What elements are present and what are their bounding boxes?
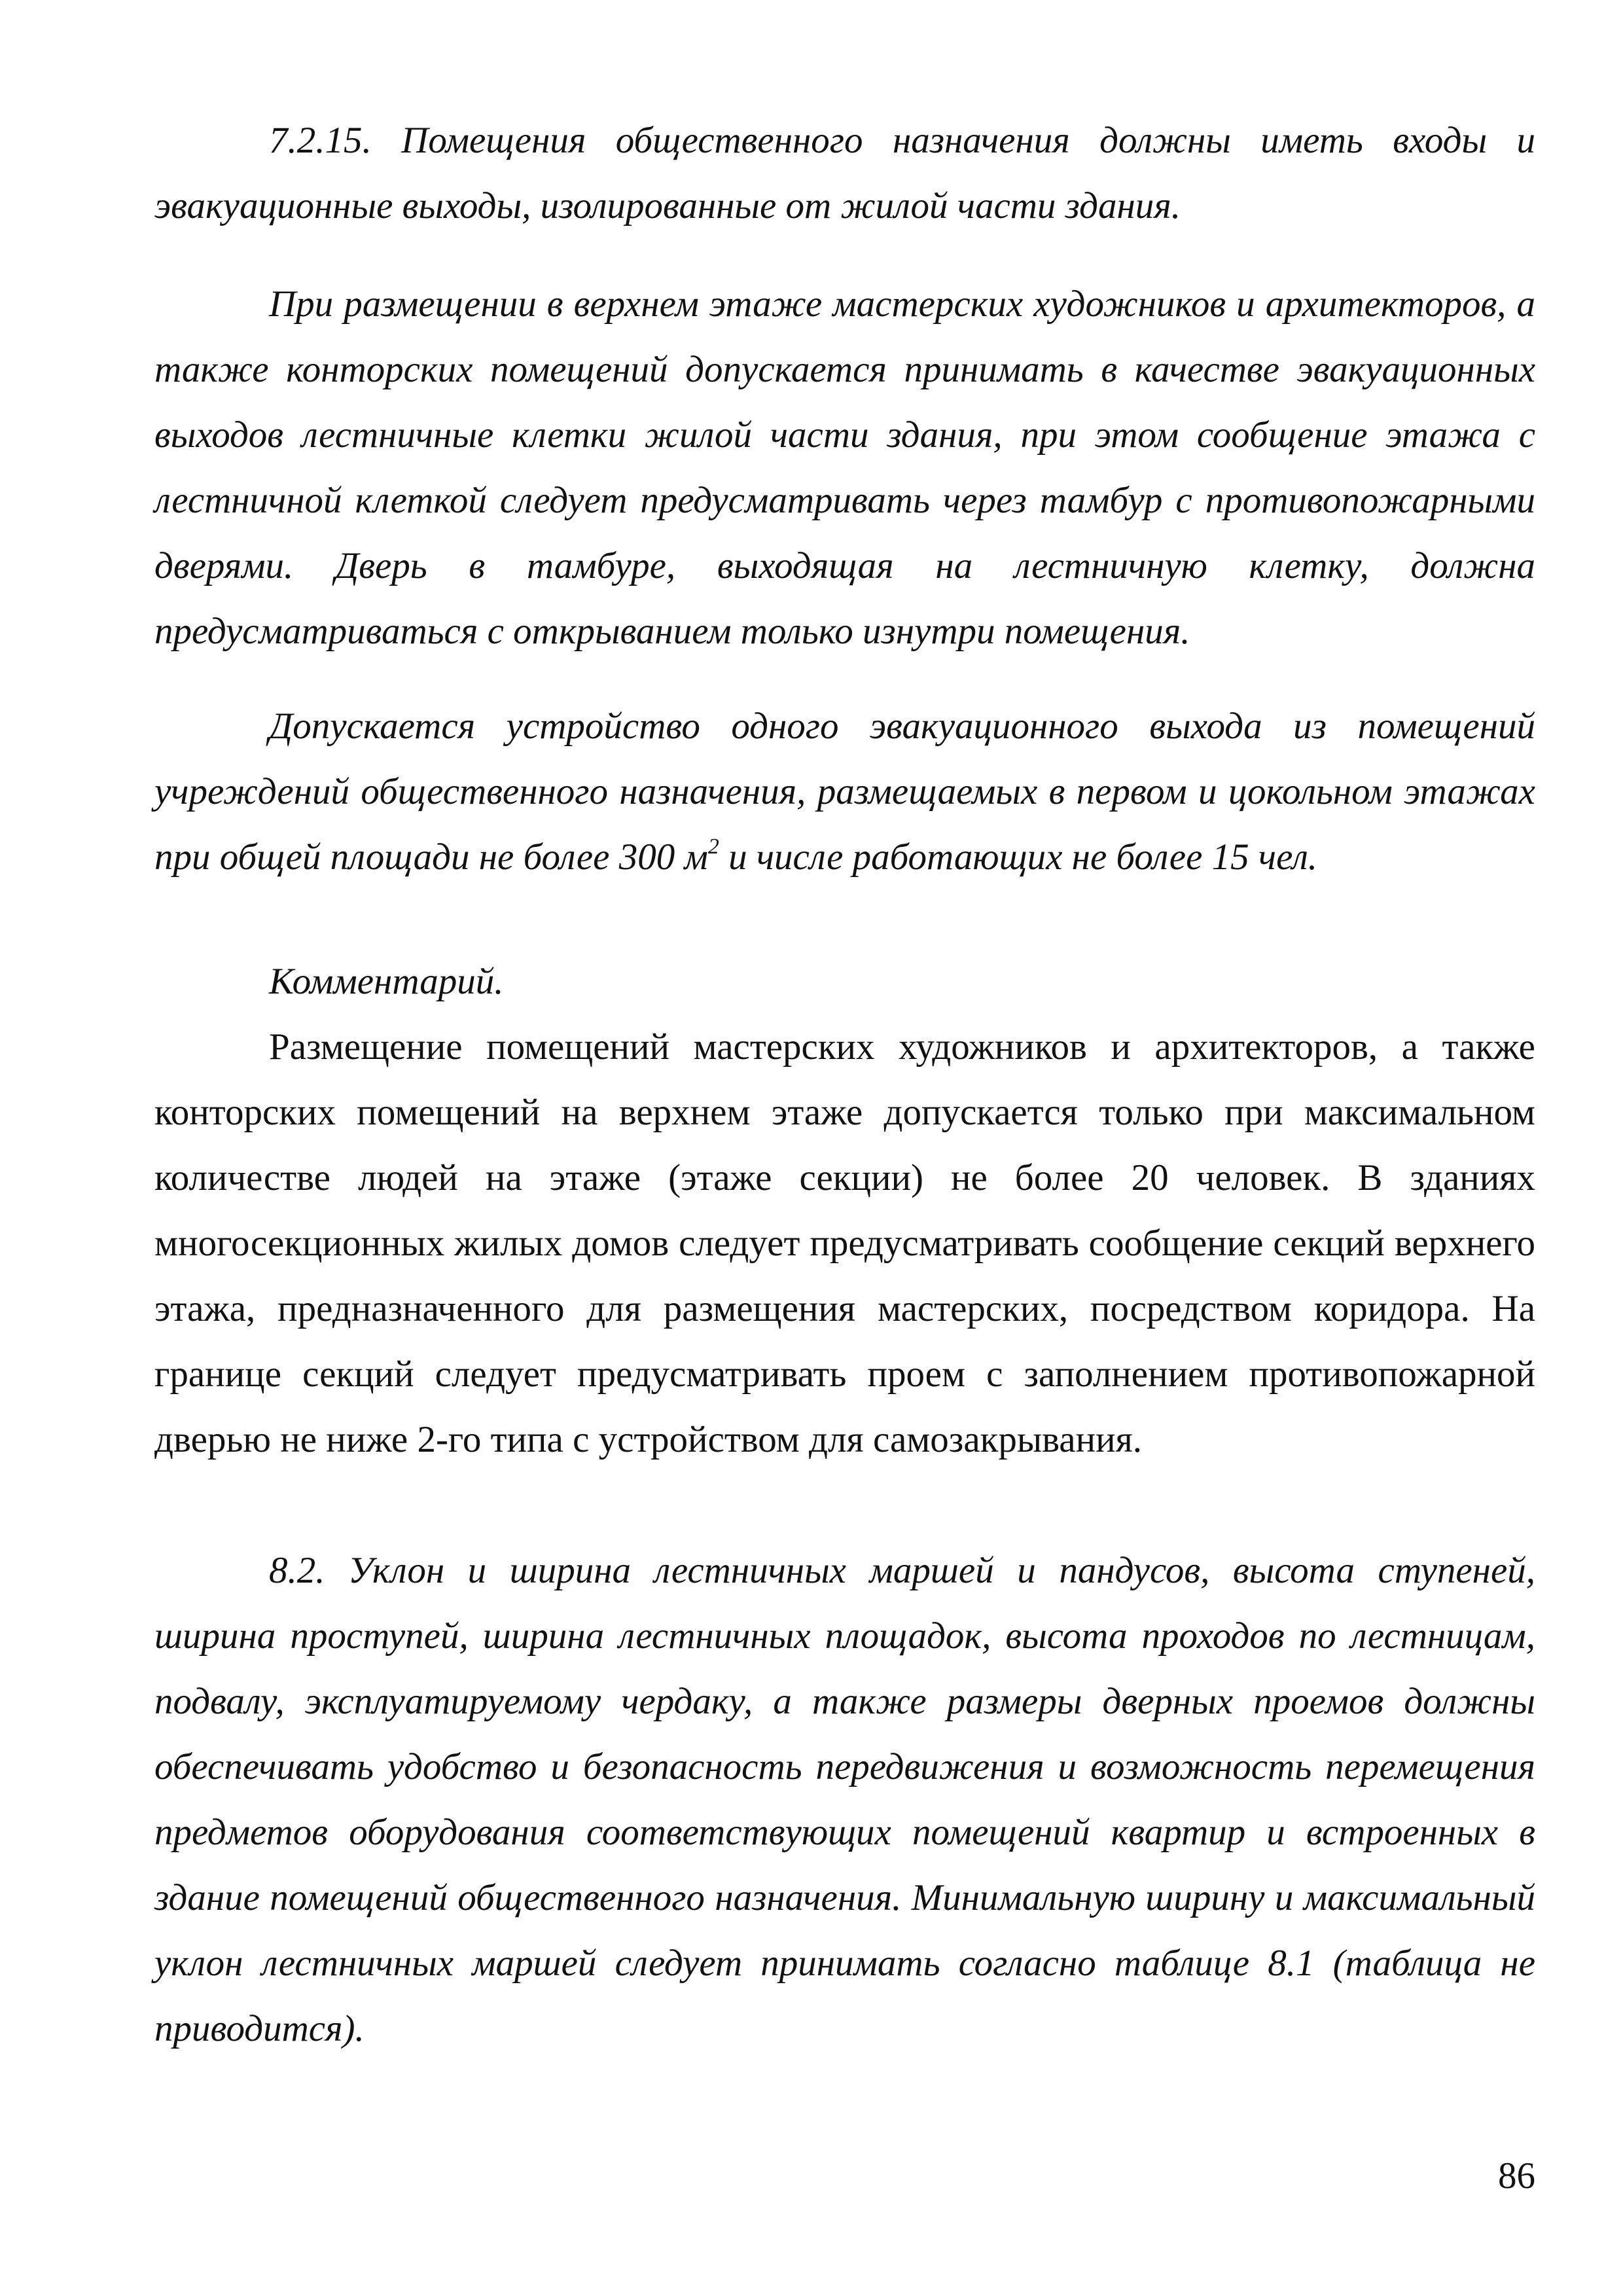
single-exit-text-after-superscript: и числе работающих не более 15 чел. xyxy=(719,836,1318,878)
page-number: 86 xyxy=(1498,2155,1535,2197)
square-meter-superscript: 2 xyxy=(707,834,719,859)
paragraph-single-exit xyxy=(154,694,1535,890)
paragraph-8-2: 8.2. Уклон и ширина лестничных маршей и пандусов, высота ступеней, ширина проступей, ширина лестничных площадок, высота проходов по лестницам, подвалу, эксплуатируемому чердаку, а также размеры дверных проемов должны обеспечивать удобство и безопасность передвижения и возможность перемещения предметов оборудования соответствующих помещений квартир и встроенных в здание помещений общественного назначения. Минимальную ширину и максимальный уклон лестничных маршей следует принимать согласно таблице 8.1 (таблица не приводится). xyxy=(154,1550,1535,2049)
paragraph-upper-floor-workshops: При размещении в верхнем этаже мастерских художников и архитекторов, а также конторских помещений допускается принимать в качестве эвакуационных выходов лестничные клетки жилой части здания, при этом сообщение этажа с лестничной клеткой следует предусматривать через тамбур с противопожарными дверями. Дверь в тамбуре, выходящая на лестничную клетку, должна предусматриваться с открыванием только изнутри помещения. xyxy=(154,283,1535,652)
comment-title: Комментарий. xyxy=(269,961,504,1002)
single-exit-text-before-superscript: Допускается устройство одного эвакуационного выхода из помещений учреждений общественного назначения, размещаемых в первом и цокольном этажах при общей площади не более 300 м xyxy=(154,706,1535,878)
paragraph-7-2-15: 7.2.15. Помещения общественного назначения должны иметь входы и эвакуационные выходы, изолированные от жилой части здания. xyxy=(154,120,1535,226)
comment-paragraph: Размещение помещений мастерских художников и архитекторов, а также конторских помещений на верхнем этаже допускается только при максимальном количестве людей на этаже (этаже секции) не более 20 человек. В зданиях многосекционных жилых домов следует предусматривать сообщение секций верхнего этажа, предназначенного для размещения мастерских, посредством коридора. На границе секций следует предусматривать проем с заполнением противопожарной дверью не ниже 2-го типа с устройством для самозакрывания. xyxy=(154,1026,1535,1460)
